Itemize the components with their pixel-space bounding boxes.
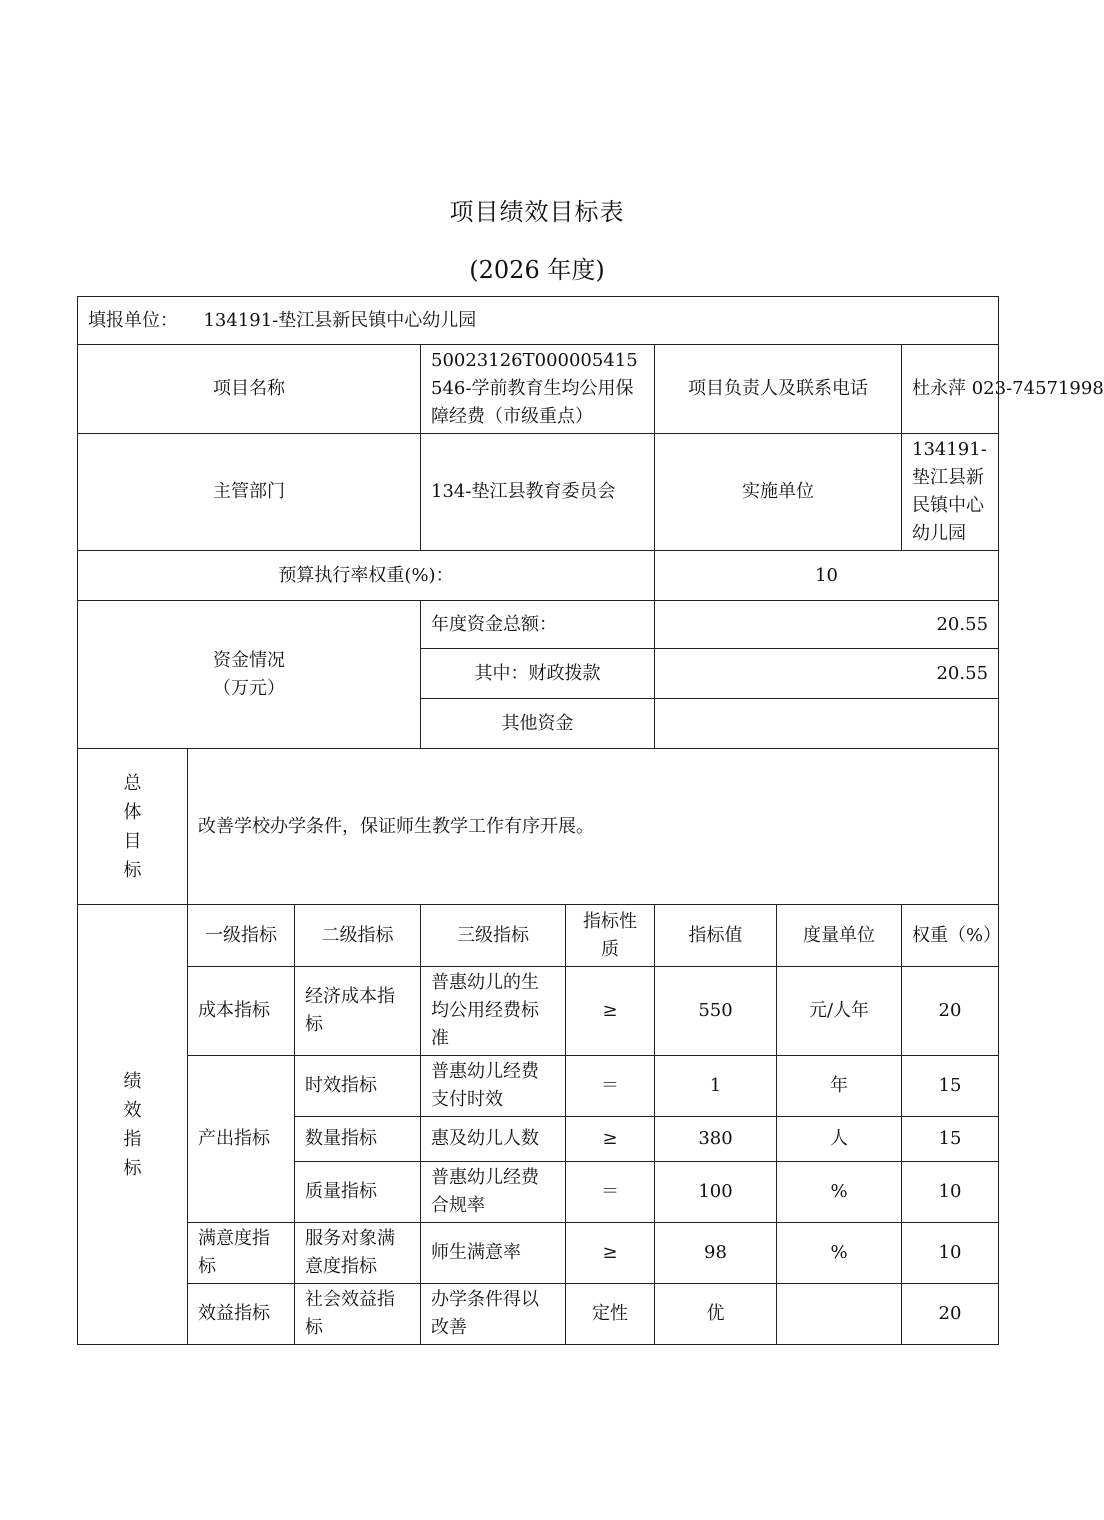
indicator-unit: %: [777, 1162, 902, 1223]
indicator-unit: 元/人年: [777, 967, 902, 1056]
overall-goal-text: 改善学校办学条件，保证师生教学工作有序开展。: [188, 749, 999, 905]
indicator-level1: 产出指标: [188, 1056, 295, 1223]
indicator-weight: 10: [902, 1162, 999, 1223]
indicator-weight: 20: [902, 1284, 999, 1345]
indicator-weight: 15: [902, 1056, 999, 1117]
table-row: [78, 967, 999, 1056]
indicator-level2: 服务对象满意度指标: [295, 1223, 421, 1284]
funds-unit: （万元）: [213, 677, 285, 699]
indicator-level2: 数量指标: [295, 1117, 421, 1162]
other-funds-label: 其他资金: [421, 699, 655, 749]
perf-label-char: 绩: [123, 1070, 142, 1092]
header-level3: 三级指标: [421, 905, 566, 967]
annual-total-label: 年度资金总额：: [421, 601, 655, 649]
indicator-value: 1: [655, 1056, 777, 1117]
perf-label-char: 效: [123, 1099, 142, 1121]
funds-label: 资金情况: [213, 649, 285, 671]
indicator-nature: ≥: [566, 1223, 655, 1284]
indicator-value: 550: [655, 967, 777, 1056]
indicator-level2: 经济成本指标: [295, 967, 421, 1056]
annual-total-value: 20.55: [655, 601, 999, 649]
table-row: [78, 1284, 999, 1345]
indicator-level1: 满意度指标: [188, 1223, 295, 1284]
header-unit: 度量单位: [777, 905, 902, 967]
overall-goal-row: [78, 749, 999, 905]
indicator-unit: [777, 1284, 902, 1345]
indicator-weight: 20: [902, 967, 999, 1056]
indicator-unit: %: [777, 1223, 902, 1284]
performance-indicator-label: [78, 905, 188, 1345]
header-level2: 二级指标: [295, 905, 421, 967]
indicator-level2: 社会效益指标: [295, 1284, 421, 1345]
indicator-level1: 效益指标: [188, 1284, 295, 1345]
department-label: 主管部门: [78, 434, 421, 551]
fiscal-value: 20.55: [655, 649, 999, 699]
goal-label-char: 目: [123, 830, 142, 852]
indicator-unit: 年: [777, 1056, 902, 1117]
reporting-unit-label: 填报单位：: [88, 309, 178, 331]
indicator-value: 优: [655, 1284, 777, 1345]
goal-label-char: 标: [123, 859, 142, 881]
page-subtitle-year: (2026 年度): [469, 256, 605, 284]
indicator-level3: 普惠幼儿经费合规率: [421, 1162, 566, 1223]
indicator-weight: 15: [902, 1117, 999, 1162]
fiscal-label: 其中：财政拨款: [421, 649, 655, 699]
reporting-unit-row: [78, 297, 999, 345]
goal-label-char: 体: [123, 801, 142, 823]
contact-value: 杜永萍 023-74571998: [902, 345, 999, 434]
contact-label: 项目负责人及联系电话: [655, 345, 902, 434]
indicator-level3: 办学条件得以改善: [421, 1284, 566, 1345]
indicator-value: 98: [655, 1223, 777, 1284]
impl-unit-label: 实施单位: [655, 434, 902, 551]
indicator-level2: 时效指标: [295, 1056, 421, 1117]
indicator-value: 100: [655, 1162, 777, 1223]
perf-label-char: 标: [123, 1157, 142, 1179]
indicator-nature: ＝: [566, 1056, 655, 1117]
header-level1: 一级指标: [188, 905, 295, 967]
indicator-nature: ≥: [566, 1117, 655, 1162]
department-row: [78, 434, 999, 551]
header-nature: 指标性质: [566, 905, 655, 967]
project-name-row: [78, 345, 999, 434]
indicator-level3: 普惠幼儿经费支付时效: [421, 1056, 566, 1117]
project-name-label: 项目名称: [78, 345, 421, 434]
page-title: 项目绩效目标表: [449, 198, 625, 226]
indicator-level3: 惠及幼儿人数: [421, 1117, 566, 1162]
indicator-weight: 10: [902, 1223, 999, 1284]
table-row: [78, 1056, 999, 1117]
header-weight: 权重（%）: [902, 905, 999, 967]
indicator-level3: 师生满意率: [421, 1223, 566, 1284]
other-funds-value: [655, 699, 999, 749]
budget-weight-value: 10: [655, 551, 999, 601]
indicator-level2: 质量指标: [295, 1162, 421, 1223]
goal-label-char: 总: [123, 772, 142, 794]
performance-target-table: [77, 296, 1104, 1345]
funds-total-row: [78, 601, 999, 649]
table-row: [78, 1223, 999, 1284]
budget-weight-row: [78, 551, 999, 601]
indicator-nature: ＝: [566, 1162, 655, 1223]
funds-label-cell: [78, 601, 421, 749]
perf-label-char: 指: [123, 1128, 142, 1150]
indicator-header-row: [78, 905, 999, 967]
indicator-nature: ≥: [566, 967, 655, 1056]
budget-weight-label: 预算执行率权重(%)：: [78, 551, 655, 601]
indicator-nature: 定性: [566, 1284, 655, 1345]
indicator-value: 380: [655, 1117, 777, 1162]
overall-goal-label: [78, 749, 188, 905]
project-name-value: 50023126T000005415546-学前教育生均公用保障经费（市级重点）: [421, 345, 655, 434]
indicator-unit: 人: [777, 1117, 902, 1162]
impl-unit-value: 134191-垫江县新民镇中心幼儿园: [902, 434, 999, 551]
department-value: 134-垫江县教育委员会: [421, 434, 655, 551]
reporting-unit-value: 134191-垫江县新民镇中心幼儿园: [203, 309, 477, 331]
header-value: 指标值: [655, 905, 777, 967]
indicator-level1: 成本指标: [188, 967, 295, 1056]
indicator-level3: 普惠幼儿的生均公用经费标准: [421, 967, 566, 1056]
